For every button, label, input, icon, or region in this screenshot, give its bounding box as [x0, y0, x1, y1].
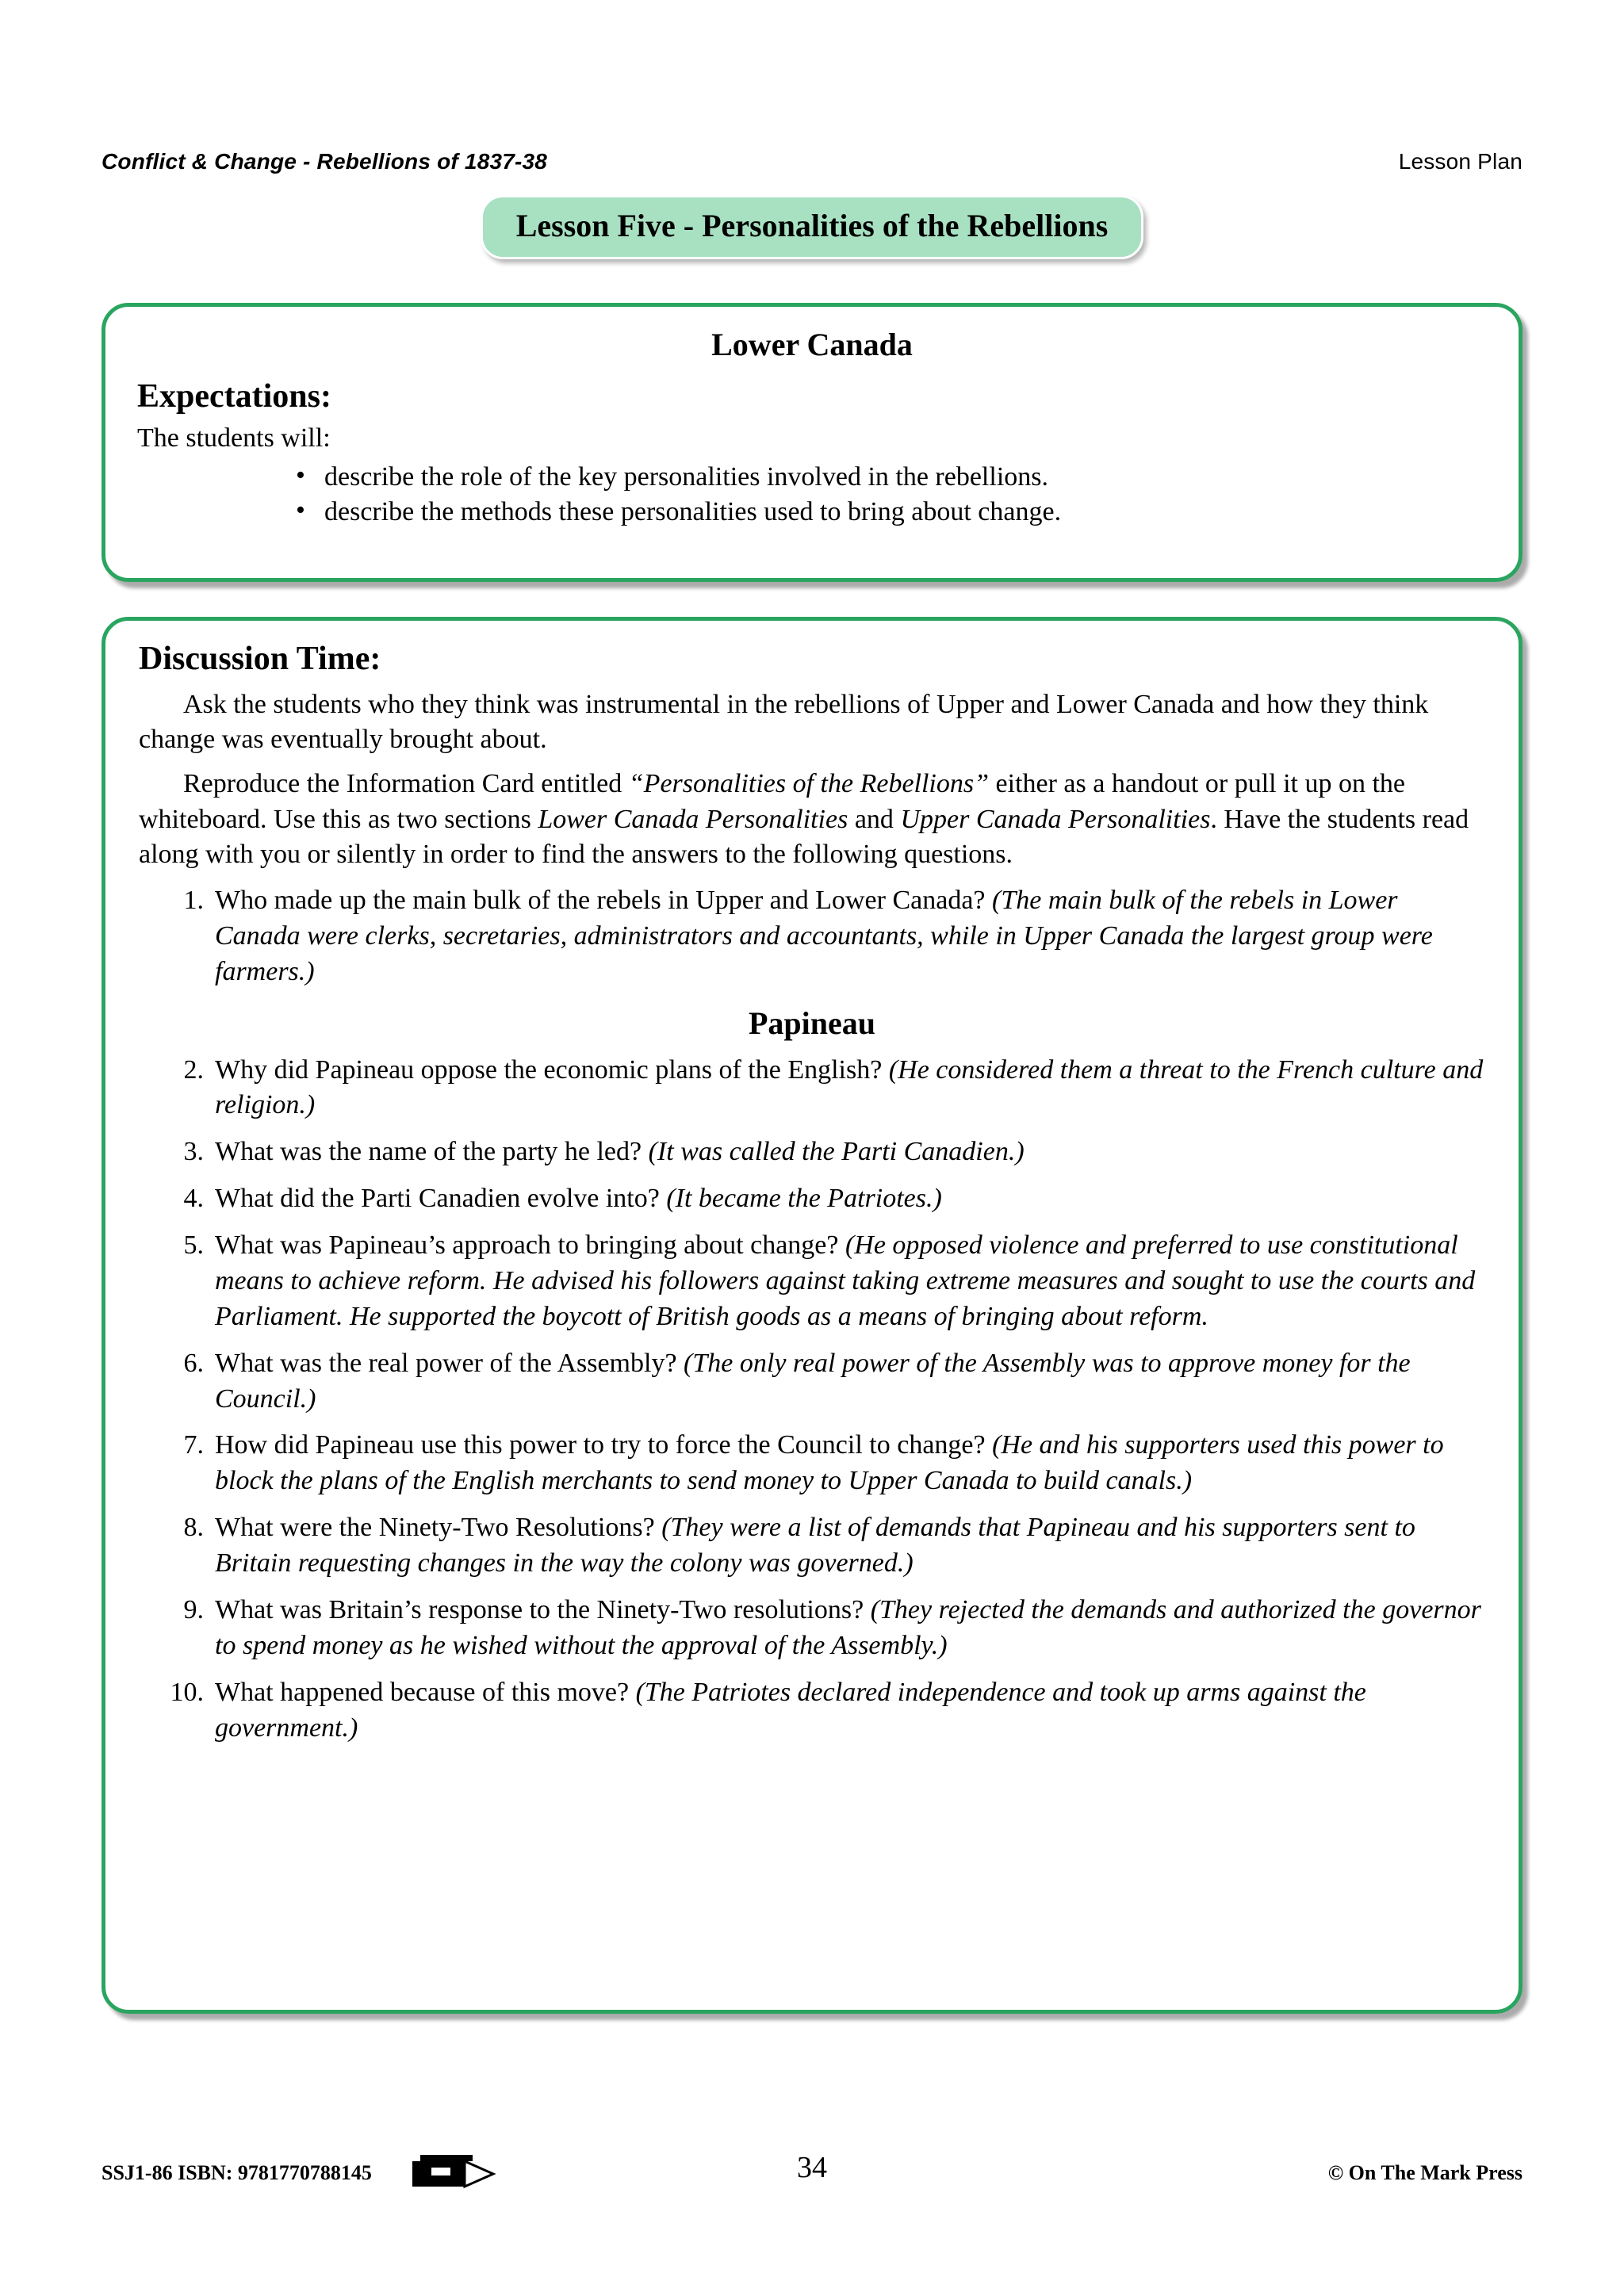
discussion-box: [102, 617, 1522, 2014]
list-item: [139, 1593, 1485, 1664]
question-text: What was Papineau’s approach to bringing about change?: [215, 1230, 839, 1261]
paragraph2-part-c: either as a handout or pull it up on the whiteboard. Use this as two sections: [139, 769, 1406, 834]
list-item: [139, 1428, 1485, 1499]
list-item: [139, 1346, 1485, 1418]
expectations-bullet-list: [137, 460, 1487, 529]
question-text: What was Britain’s response to the Ninety-Two resolutions?: [215, 1594, 864, 1624]
lesson-title-container: [0, 195, 1624, 259]
discussion-paragraph-1: Ask the students who they think was instrumental in the rebellions of Upper and Lower Canada and how they think change was eventually brought about.: [139, 690, 1429, 755]
header-title-right: Lesson Plan: [1398, 149, 1522, 174]
question-text: What did the Parti Canadien evolve into?: [215, 1184, 660, 1214]
question-text: What were the Ninety-Two Resolutions?: [215, 1513, 655, 1543]
page-footer: [102, 2151, 1522, 2198]
paragraph2-part-e: and: [848, 804, 901, 834]
discussion-paragraph-2: [139, 767, 1485, 872]
list-item: [139, 1181, 1485, 1217]
header-title-left: Conflict & Change - Rebellions of 1837-38: [102, 149, 548, 174]
list-item: [139, 1675, 1485, 1747]
discussion-heading: Discussion Time:: [139, 641, 381, 677]
lesson-title-pill: Lesson Five - Personalities of the Rebellions: [481, 195, 1144, 259]
expectations-heading: Expectations:: [137, 378, 331, 415]
region-heading: Lower Canada: [711, 327, 913, 362]
question-text: Who made up the main bulk of the rebels in Upper and Lower Canada?: [215, 885, 986, 915]
page-number: 34: [797, 2151, 827, 2184]
paragraph2-part-a: Reproduce the Information Card entitled: [183, 769, 629, 799]
answer-text: (They rejected the demands and authorized the governor to spend money as he wished without the approval of the Assembly.): [215, 1594, 1481, 1660]
footer-isbn: SSJ1-86 ISBN: 9781770788145: [102, 2161, 372, 2184]
list-item: • describe the role of the key personalities involved in the rebellions.: [296, 460, 1487, 495]
list-item: [139, 1135, 1485, 1170]
answer-text: (The main bulk of the rebels in Lower Canada were clerks, secretaries, administrators and accountants, while in Upper Canada the largest group were farmers.): [215, 885, 1433, 986]
paragraph2-card-title: “Personalities of the Rebellions”: [628, 769, 990, 799]
expectations-box: [102, 303, 1522, 582]
paragraph2-section-lower: Lower Canada Personalities: [538, 804, 848, 834]
answer-text: (He considered them a threat to the French culture and religion.): [215, 1054, 1484, 1120]
list-item: [139, 1228, 1485, 1335]
list-item: • describe the methods these personalities used to bring about change.: [296, 495, 1487, 530]
answer-text: (He opposed violence and preferred to use constitutional means to achieve reform. He advised his followers against taking extreme measures and sought to use the courts and Parliament. He supported the boycott of British goods as a means of bringing about reform.: [215, 1230, 1476, 1331]
answer-text: (The only real power of the Assembly was to approve money for the Council.): [215, 1348, 1411, 1414]
list-item: [139, 1510, 1485, 1582]
answer-text: (He and his supporters used this power to block the plans of the English merchants to send money to Upper Canada to build canals.): [215, 1430, 1444, 1496]
expectations-lead: The students will:: [137, 423, 331, 453]
question-text: Why did Papineau oppose the economic plans of the English?: [215, 1054, 883, 1085]
question-text: What was the real power of the Assembly?: [215, 1348, 677, 1378]
answer-text: (It was called the Parti Canadien.): [648, 1137, 1025, 1167]
paragraph2-section-upper: Upper Canada Personalities: [900, 804, 1211, 834]
list-item: [139, 883, 1485, 990]
list-item: [139, 1053, 1485, 1124]
answer-text: (The Patriotes declared independence and took up arms against the government.): [215, 1677, 1366, 1743]
page-header: [102, 149, 1522, 174]
answer-text: (It became the Patriotes.): [666, 1184, 942, 1214]
answer-text: (They were a list of demands that Papineau and his supporters sent to Britain requesting changes in the way the colony was governed.): [215, 1513, 1415, 1578]
papineau-section-heading: Papineau: [748, 1004, 876, 1041]
question-text: How did Papineau use this power to try to force the Council to change?: [215, 1430, 986, 1460]
question-text: What was the name of the party he led?: [215, 1137, 642, 1167]
paragraph2-part-g: . Have the students read along with you or silently in order to find the answers to the following questions.: [139, 804, 1469, 869]
question-list-part-2: [139, 1053, 1485, 1747]
question-text: What happened because of this move?: [215, 1677, 630, 1707]
footer-copyright: © On The Mark Press: [1327, 2161, 1522, 2184]
question-list-part-1: [139, 883, 1485, 990]
